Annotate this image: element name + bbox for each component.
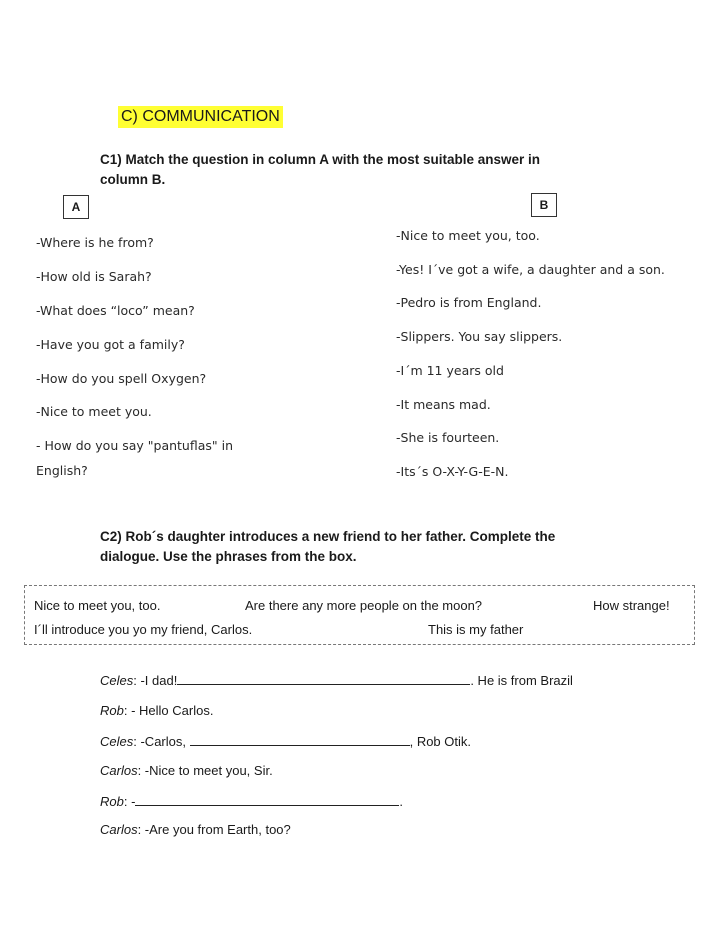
dialogue-speaker: Celes [100, 734, 134, 749]
dialogue-speaker: Rob [100, 703, 124, 718]
box-phrase: Are there any more people on the moon? [245, 598, 483, 613]
dialogue-text: : -Are you from Earth, too? [137, 822, 291, 837]
dialogue-text: : -Nice to meet you, Sir. [137, 763, 273, 778]
box-phrase: Nice to meet you, too. [34, 598, 161, 613]
column-a-item: -Have you got a family? [36, 337, 185, 352]
dialogue-line [100, 822, 291, 837]
dialogue-line [100, 703, 213, 718]
column-b-label: B [531, 193, 557, 217]
dialogue-text: . [399, 794, 404, 809]
dialogue-text: : -I dad! [133, 673, 178, 688]
answer-blank[interactable] [190, 733, 410, 746]
dialogue-text: : - [123, 794, 136, 809]
column-a-item: -Nice to meet you. [36, 404, 152, 419]
column-b-item: -Its´s O-X-Y-G-E-N. [396, 464, 509, 479]
dialogue-line [100, 733, 471, 749]
column-a-item: -What does “loco” mean? [36, 303, 195, 318]
column-a-item: -How old is Sarah? [36, 269, 152, 284]
column-a-label: A [63, 195, 89, 219]
dialogue-text: , Rob Otik. [409, 734, 472, 749]
column-b-item: -Nice to meet you, too. [396, 228, 540, 243]
dialogue-speaker: Carlos [100, 763, 138, 778]
dialogue-line [100, 763, 273, 778]
answer-blank[interactable] [135, 793, 399, 806]
column-a-item: English? [36, 463, 88, 478]
box-phrase: How strange! [593, 598, 670, 613]
c2-instruction-line1: C2) Rob´s daughter introduces a new friend to her father. Complete the [100, 529, 556, 544]
dialogue-speaker: Carlos [100, 822, 138, 837]
dialogue-text: : -Carlos, [133, 734, 190, 749]
dialogue-line [100, 793, 403, 809]
box-phrase: I´ll introduce you yo my friend, Carlos. [34, 622, 253, 637]
column-b-item: -Yes! I´ve got a wife, a daughter and a son. [396, 262, 665, 277]
column-a-item: -Where is he from? [36, 235, 154, 250]
column-a-item: - How do you say "pantuflas" in [36, 438, 234, 453]
column-b-item: -I´m 11 years old [396, 363, 504, 378]
box-phrase: This is my father [428, 622, 524, 637]
dialogue-speaker: Rob [100, 794, 124, 809]
c1-instruction-line2: column B. [100, 172, 166, 187]
column-b-item: -Slippers. You say slippers. [396, 329, 563, 344]
answer-blank[interactable] [177, 672, 470, 685]
c2-instruction-line2: dialogue. Use the phrases from the box. [100, 549, 357, 564]
column-b-item: -Pedro is from England. [396, 295, 542, 310]
c1-instruction-line1: C1) Match the question in column A with the most suitable answer in [100, 152, 541, 167]
dialogue-line [100, 672, 573, 688]
dialogue-text: . He is from Brazil [470, 673, 573, 688]
dialogue-text: : - Hello Carlos. [123, 703, 214, 718]
dialogue-speaker: Celes [100, 673, 134, 688]
column-b-item: -She is fourteen. [396, 430, 500, 445]
column-b-item: -It means mad. [396, 397, 491, 412]
column-a-item: -How do you spell Oxygen? [36, 371, 207, 386]
section-title: C) COMMUNICATION [118, 106, 283, 128]
